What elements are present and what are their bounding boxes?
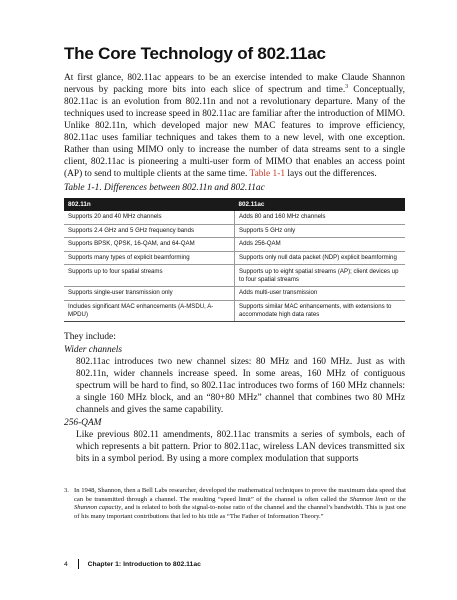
intro-paragraph bbox=[64, 72, 405, 180]
table-row bbox=[64, 238, 405, 252]
table-header-cell: 802.11ac bbox=[235, 198, 406, 211]
page-footer bbox=[64, 559, 201, 569]
table-cell: Includes significant MAC enhancements (A-MSDU, A-MPDU) bbox=[64, 300, 235, 322]
table-row bbox=[64, 265, 405, 287]
footnote-emphasis-1: Shannon limit bbox=[349, 495, 388, 503]
table-cell: Supports 5 GHz only bbox=[235, 224, 406, 238]
definition-256-qam: Like previous 802.11 amendments, 802.11ac transmits a series of symbols, each of which represents a bit pattern. Prior to 802.11ac, wireless LAN devices transmitted six bits in a symbol period. By using a more complex modulation that supports bbox=[76, 430, 405, 465]
table-row bbox=[64, 286, 405, 300]
page-number: 4 bbox=[64, 560, 68, 568]
footnote-number: 3. bbox=[64, 487, 69, 494]
term-256-qam: 256-QAM bbox=[64, 418, 102, 429]
footnote-text-2: or the bbox=[387, 495, 406, 503]
table-header-row bbox=[64, 198, 405, 211]
footnote-text-3: , and is related to both the signal-to-noise ratio of the channel and the channel’s bandwidth. This is just one of his many important contributions that led to his title as “The Father of Information Theory.” bbox=[74, 504, 406, 520]
table-header-cell: 802.11n bbox=[64, 198, 235, 211]
table-cell: Adds 256-QAM bbox=[235, 238, 406, 252]
footer-divider bbox=[78, 559, 79, 569]
table-cell: Adds 80 and 160 MHz channels bbox=[235, 211, 406, 224]
they-include-text: They include: bbox=[64, 332, 116, 343]
differences-table bbox=[64, 198, 405, 322]
intro-text-2: Conceptually, 802.11ac is an evolution from 802.11n and not a revolutionary departure. Many of the techniques used to increase speed in 802.11ac are familiar after the introduction of MIMO. Unlike 802.11n, which developed major new MAC features to improve efficiency, 802.11ac uses familiar techniques and takes them to a new level, with one exception. Rather than using MIMO only to increase the number of data streams sent to a single client, 802.11ac is pioneering a multi-user form of MIMO that enables an access point (AP) to send to multiple clients at the same time. bbox=[64, 85, 405, 179]
table-cell: Supports 20 and 40 MHz channels bbox=[64, 211, 235, 224]
intro-text-1: At first glance, 802.11ac appears to be an exercise intended to make Claude Shannon nervous by packing more bits into each slice of spectrum and time. bbox=[64, 73, 405, 95]
table-cell: Supports many types of explicit beamforming bbox=[64, 251, 235, 265]
chapter-title: Chapter 1: Introduction to 802.11ac bbox=[87, 560, 201, 568]
table-row bbox=[64, 251, 405, 265]
table-cell: Supports BPSK, QPSK, 16-QAM, and 64-QAM bbox=[64, 238, 235, 252]
table-cell: Supports 2.4 GHz and 5 GHz frequency bands bbox=[64, 224, 235, 238]
footnote-ref[interactable]: 3 bbox=[345, 83, 349, 90]
table-cell: Supports up to eight spatial streams (AP); client devices up to four spatial streams bbox=[235, 265, 406, 287]
table-xref-link[interactable]: Table 1-1 bbox=[249, 169, 286, 179]
table-cell: Adds multi-user transmission bbox=[235, 286, 406, 300]
table-caption: Table 1-1. Differences between 802.11n and 802.11ac bbox=[64, 183, 265, 193]
table-row bbox=[64, 300, 405, 322]
footnote-text-1: In 1948, Shannon, then a Bell Labs researcher, developed the mathematical techniques to prove the maximum data speed that can be transmitted through a channel. The resulting “speed limit” of the channel is often called the bbox=[74, 487, 406, 503]
footnote bbox=[64, 487, 406, 521]
table-row bbox=[64, 224, 405, 238]
section-heading: The Core Technology of 802.11ac bbox=[64, 44, 326, 63]
table-cell: Supports single-user transmission only bbox=[64, 286, 235, 300]
table-cell: Supports only null data packet (NDP) explicit beamforming bbox=[235, 251, 406, 265]
table-cell: Supports similar MAC enhancements, with extensions to accommodate high data rates bbox=[235, 300, 406, 322]
table-cell: Supports up to four spatial streams bbox=[64, 265, 235, 287]
definition-wider-channels: 802.11ac introduces two new channel sizes: 80 MHz and 160 MHz. Just as with 802.11n, wider channels increase speed. In some areas, 160 MHz of contiguous spectrum will be hard to find, so 802.11ac introduces two forms of 160 MHz channels: a single 160 MHz block, and an “80+80 MHz” channel that combines two 80 MHz channels and gives the same capability. bbox=[76, 357, 405, 416]
table-row bbox=[64, 211, 405, 224]
term-wider-channels: Wider channels bbox=[64, 345, 123, 356]
intro-text-3: lays out the differences. bbox=[285, 169, 377, 179]
footnote-emphasis-2: Shannon capacity bbox=[74, 504, 122, 512]
